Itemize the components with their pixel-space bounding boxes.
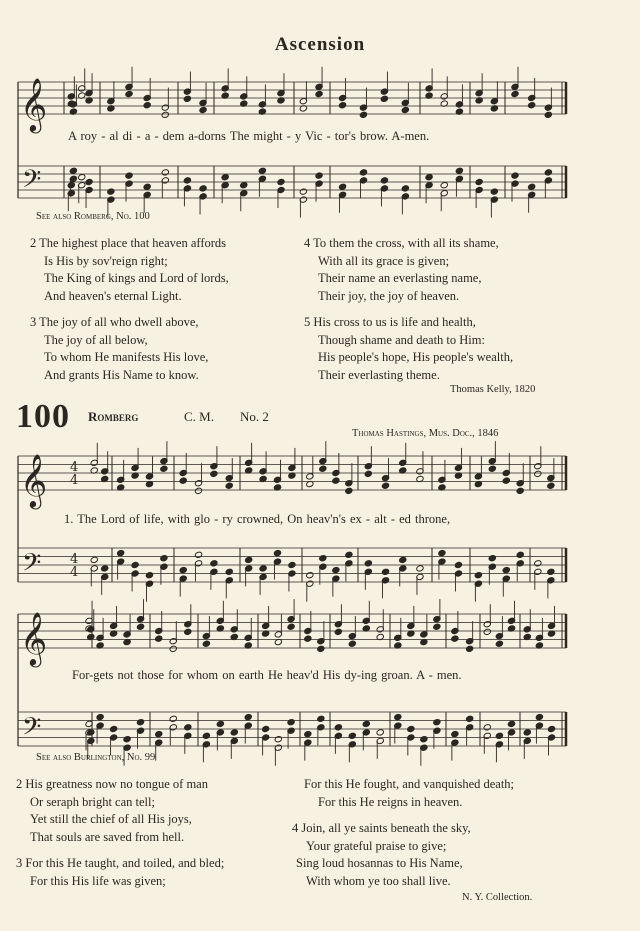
note-head — [273, 549, 281, 556]
note-head — [225, 568, 233, 575]
note-head — [199, 106, 207, 113]
verse-line: And grants His Name to know. — [44, 367, 199, 382]
note-head — [131, 561, 139, 568]
note-head — [475, 178, 483, 185]
note-head — [454, 561, 462, 568]
note-head — [364, 470, 372, 477]
note-head — [304, 635, 312, 642]
verse-line: That souls are saved from hell. — [30, 829, 185, 844]
note-head — [547, 725, 555, 732]
meter: C. M. — [184, 409, 214, 424]
bass-clef-icon: 𝄢 — [22, 165, 42, 200]
verses-left-column — [16, 776, 224, 890]
note-head — [145, 572, 153, 579]
note-head — [359, 111, 367, 118]
note-head — [136, 623, 144, 630]
note-head — [528, 102, 536, 109]
note-head — [244, 713, 252, 720]
note-head — [259, 565, 267, 572]
note-head — [306, 572, 314, 579]
note-head — [416, 565, 424, 572]
note-head — [544, 111, 552, 118]
verse-line: His people's hope, His people's wealth, — [318, 350, 514, 364]
note-head — [221, 174, 229, 181]
lyric-line: A roy - al di - a - dem a-dorns The might - y Vic - tor's brow. A-men. — [68, 129, 430, 143]
note-head — [544, 169, 552, 176]
note-head — [401, 106, 409, 113]
composer-credit: Thomas Hastings, Mus. Doc., 1846 — [352, 428, 499, 439]
note-head — [483, 628, 491, 635]
note-head — [488, 555, 496, 562]
verse-line: Or seraph bright can tell; — [30, 794, 155, 809]
verses-left-column — [30, 235, 229, 384]
treble-clef-icon: 𝄞 — [20, 77, 48, 131]
note-head — [438, 549, 446, 556]
note-head — [528, 183, 536, 190]
note-head — [202, 732, 210, 739]
note-head — [348, 640, 356, 647]
note-head — [287, 719, 295, 726]
verse-line: Sing loud hosannas to His Name, — [296, 856, 463, 870]
note-head — [474, 572, 482, 579]
note-head — [225, 482, 233, 489]
note-head — [136, 719, 144, 726]
note-head — [399, 556, 407, 563]
verse-line: The King of kings and Lord of lords, — [44, 271, 229, 285]
verse-2: 2 His greatness now no tongue of man — [16, 777, 208, 791]
note-head — [376, 729, 384, 736]
note-head — [516, 551, 524, 558]
note-head — [85, 178, 93, 185]
note-head — [143, 183, 151, 190]
note-head — [262, 725, 270, 732]
hymn-number: 100 — [16, 398, 70, 435]
note-head — [547, 482, 555, 489]
lyric-line-2: For-gets not those for whom on earth He heav'd His dy-ing groan. A - men. — [72, 668, 462, 682]
verse-line: Their name an everlasting name, — [318, 271, 482, 285]
author-credit: Thomas Kelly, 1820 — [450, 384, 536, 395]
note-head — [194, 551, 202, 558]
note-head — [179, 566, 187, 573]
note-head — [334, 724, 342, 731]
note-head — [230, 729, 238, 736]
verse-line: Their everlasting theme. — [318, 367, 440, 382]
note-head — [277, 178, 285, 185]
note-head — [348, 732, 356, 739]
note-head — [143, 102, 151, 109]
bass-clef-icon: 𝄢 — [22, 548, 42, 584]
note-head — [117, 549, 125, 556]
verses-right-column — [292, 776, 514, 890]
note-head — [466, 645, 474, 652]
verse-line: Their joy, the joy of heaven. — [318, 288, 460, 303]
note-head — [345, 551, 353, 558]
note-head — [547, 568, 555, 575]
note-head — [345, 487, 353, 494]
verse-line: The joy of all below, — [44, 332, 148, 347]
tune-number: No. 2 — [240, 409, 269, 424]
note-head — [455, 167, 463, 174]
hymn-heading: Ascension — [274, 34, 366, 55]
time-signature-top: 4 — [70, 552, 79, 567]
time-signature-bottom: 4 — [70, 473, 79, 488]
verse-line: Your grateful praise to give; — [306, 838, 447, 853]
note-head — [332, 477, 340, 484]
note-head — [258, 167, 266, 174]
note-head — [502, 566, 510, 573]
note-head — [184, 724, 192, 731]
note-head — [123, 736, 131, 743]
note-head — [317, 645, 325, 652]
note-head — [523, 729, 531, 736]
note-head — [315, 172, 323, 179]
note-head — [287, 623, 295, 630]
note-head — [67, 182, 75, 189]
note-head — [516, 487, 524, 494]
note-head — [125, 172, 133, 179]
note-head — [511, 172, 519, 179]
note-head — [78, 174, 86, 181]
note-head — [380, 177, 388, 184]
note-head — [359, 169, 367, 176]
verse-line: For this He reigns in heaven. — [318, 794, 463, 809]
note-head — [101, 565, 109, 572]
note-head — [451, 635, 459, 642]
note-head — [107, 188, 115, 195]
note-head — [440, 182, 448, 189]
note-head — [495, 640, 503, 647]
note-head — [490, 188, 498, 195]
verse-line: For this He fought, and vanquished death; — [304, 777, 515, 791]
note-head — [338, 102, 346, 109]
note-head — [317, 715, 325, 722]
note-head — [194, 487, 202, 494]
verse-line: For this His life was given; — [30, 873, 166, 888]
note-head — [507, 720, 515, 727]
tune-name: Romberg — [88, 409, 139, 424]
note-head — [155, 635, 163, 642]
note-head — [96, 713, 104, 720]
note-head — [425, 174, 433, 181]
note-head — [125, 90, 133, 97]
note-head — [534, 560, 542, 567]
note-head — [184, 628, 192, 635]
note-head — [332, 566, 340, 573]
verse-3: 3 The joy of all who dwell above, — [30, 315, 199, 329]
note-head — [483, 724, 491, 731]
note-head — [161, 111, 169, 118]
bass-clef-icon: 𝄢 — [22, 712, 42, 748]
note-head — [319, 555, 327, 562]
verse-line: And heaven's eternal Light. — [44, 288, 182, 303]
note-head — [362, 720, 370, 727]
note-head — [511, 90, 519, 97]
note-head — [109, 725, 117, 732]
note-head — [199, 185, 207, 192]
note-head — [216, 720, 224, 727]
note-head — [535, 713, 543, 720]
note-head — [169, 645, 177, 652]
note-head — [90, 556, 98, 563]
lyric-line-1: 1. The Lord of life, with glo - ry crowned, On heav'n's ex - alt - ed throne, — [64, 512, 451, 526]
note-head — [179, 477, 187, 484]
time-signature-bottom: 4 — [70, 565, 79, 580]
note-head — [380, 95, 388, 102]
note-head — [183, 95, 191, 102]
note-head — [334, 628, 342, 635]
verse-5: 5 His cross to us is life and health, — [304, 315, 476, 329]
verse-line: Though shame and death to Him: — [318, 332, 485, 347]
note-head — [183, 177, 191, 184]
treble-clef-icon: 𝄞 — [20, 611, 48, 665]
note-head — [319, 465, 327, 472]
verse-2: 2 The highest place that heaven affords — [30, 236, 227, 250]
note-head — [245, 556, 253, 563]
note-head — [534, 470, 542, 477]
note-head — [299, 188, 307, 195]
note-head — [288, 561, 296, 568]
note-head — [274, 736, 282, 743]
note-head — [433, 623, 441, 630]
note-head — [502, 477, 510, 484]
note-head — [202, 640, 210, 647]
note-head — [240, 182, 248, 189]
see-also-note: See also Burlington, No. 99 — [36, 752, 156, 763]
note-head — [466, 715, 474, 722]
note-head — [488, 465, 496, 472]
note-head — [338, 183, 346, 190]
verse-4: 4 Join, all ye saints beneath the sky, — [292, 821, 471, 835]
note-head — [381, 568, 389, 575]
note-head — [315, 90, 323, 97]
note-head — [155, 730, 163, 737]
note-head — [364, 560, 372, 567]
source-credit: N. Y. Collection. — [462, 892, 533, 903]
verse-4: 4 To them the cross, with all its shame, — [304, 236, 499, 250]
verse-line: With whom ye too shall live. — [306, 873, 451, 888]
verse-line: With all its grace is given; — [318, 253, 450, 268]
note-head — [495, 732, 503, 739]
note-head — [433, 719, 441, 726]
verse-3: 3 For this He taught, and toiled, and bled; — [16, 856, 225, 870]
verses-right-column — [304, 235, 513, 384]
note-head — [169, 715, 177, 722]
note-head — [210, 560, 218, 567]
note-head — [401, 185, 409, 192]
verse-line: Yet still the chief of all His joys, — [30, 812, 192, 826]
verse-line: To whom He manifests His love, — [44, 350, 209, 364]
treble-clef-icon: 𝄞 — [20, 453, 48, 507]
note-head — [69, 167, 77, 174]
verse-line: Is His by sov'reign right; — [44, 253, 168, 268]
note-head — [160, 465, 168, 472]
note-head — [160, 555, 168, 562]
see-also-note: See also Romberg, No. 100 — [36, 211, 150, 222]
note-head — [420, 736, 428, 743]
time-signature-top: 4 — [70, 460, 79, 475]
note-head — [210, 470, 218, 477]
note-head — [161, 169, 169, 176]
note-head — [407, 725, 415, 732]
note-head — [304, 730, 312, 737]
note-head — [451, 730, 459, 737]
note-head — [381, 482, 389, 489]
note-head — [394, 713, 402, 720]
